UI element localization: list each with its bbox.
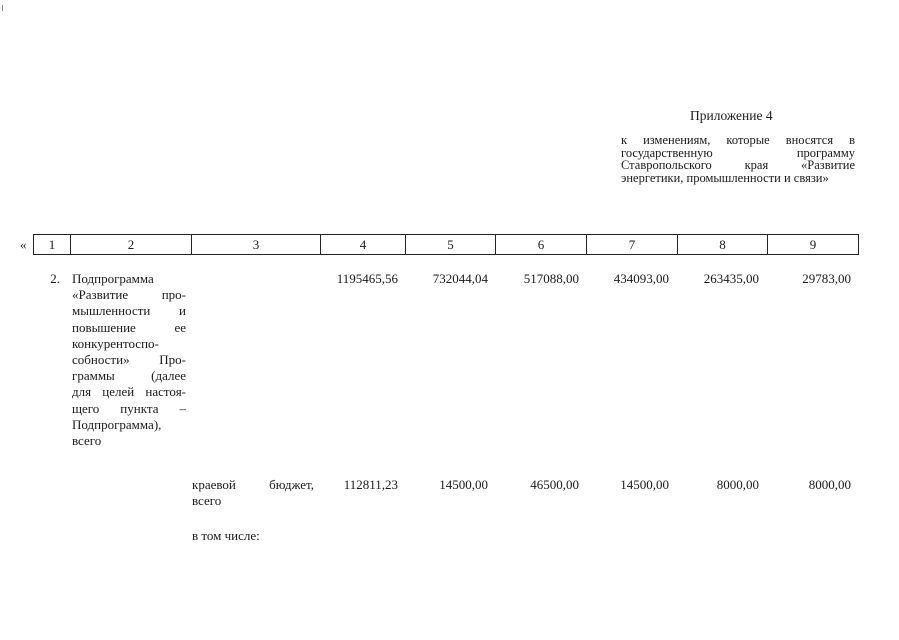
header-col-9: 9	[809, 237, 817, 252]
subprogram-value-col9: 29783,00	[802, 271, 851, 286]
subprogram-value-col7: 434093,00	[613, 271, 669, 286]
subprogram-name-line: для целей настоя-	[72, 384, 186, 400]
regional-value-col8: 8000,00	[716, 477, 759, 492]
subprogram-name-line: повышение ее	[72, 319, 186, 335]
header-col-6: 6	[496, 235, 587, 254]
header-col-5: 5	[406, 235, 496, 254]
subprogram-value-col4: 1195465,56	[336, 271, 398, 286]
subprogram-value-col6: 517088,00	[523, 271, 579, 286]
table-header-row	[33, 234, 859, 255]
regional-value-col5: 14500,00	[439, 477, 488, 492]
subprogram-name-line: граммы (далее	[72, 368, 186, 384]
annex-description: к изменениям, которые вносятся в государственную программу Ставропольского края «Развитие энергетики, промышленности и связи»	[621, 133, 855, 185]
header-col-7: 7	[587, 235, 678, 254]
subprogram-name-line: мышленности и	[72, 303, 186, 319]
regional-budget-label	[192, 477, 314, 509]
regional-value-col7: 14500,00	[620, 477, 669, 492]
regional-value-col4: 112811,23	[343, 477, 398, 492]
subprogram-name-line: конкурентоспо-	[72, 335, 159, 351]
header-col-8: 8	[678, 235, 768, 254]
header-col-2: 2	[71, 235, 192, 254]
subprogram-name-line: щего пункта –	[72, 400, 186, 416]
annex-title: Приложение 4	[690, 108, 773, 123]
header-col-4: 4	[321, 235, 406, 254]
regional-value-col9: 8000,00	[808, 477, 851, 492]
subprogram-value-col5: 732044,04	[432, 271, 488, 286]
subprogram-name-line: собности» Про-	[72, 352, 186, 368]
scan-mark	[2, 5, 3, 11]
regional-budget-label-line: краевой бюджет,	[192, 477, 314, 492]
subprogram-name	[72, 271, 186, 449]
subprogram-name-line: «Развитие про-	[72, 287, 186, 303]
subprogram-name-line: Подпрограмма),	[72, 416, 162, 432]
subprogram-name-line: всего	[72, 433, 102, 449]
regional-value-col6: 46500,00	[530, 477, 579, 492]
header-col-1: 1	[34, 235, 71, 254]
opening-quote: «	[20, 237, 27, 252]
subprogram-value-col8: 263435,00	[703, 271, 759, 286]
regional-budget-label-line: всего	[192, 493, 222, 508]
row-index: 2.	[50, 271, 60, 286]
header-col-3: 3	[192, 235, 321, 254]
including-label: в том числе:	[192, 528, 260, 543]
subprogram-name-line: Подпрограмма	[72, 271, 154, 286]
